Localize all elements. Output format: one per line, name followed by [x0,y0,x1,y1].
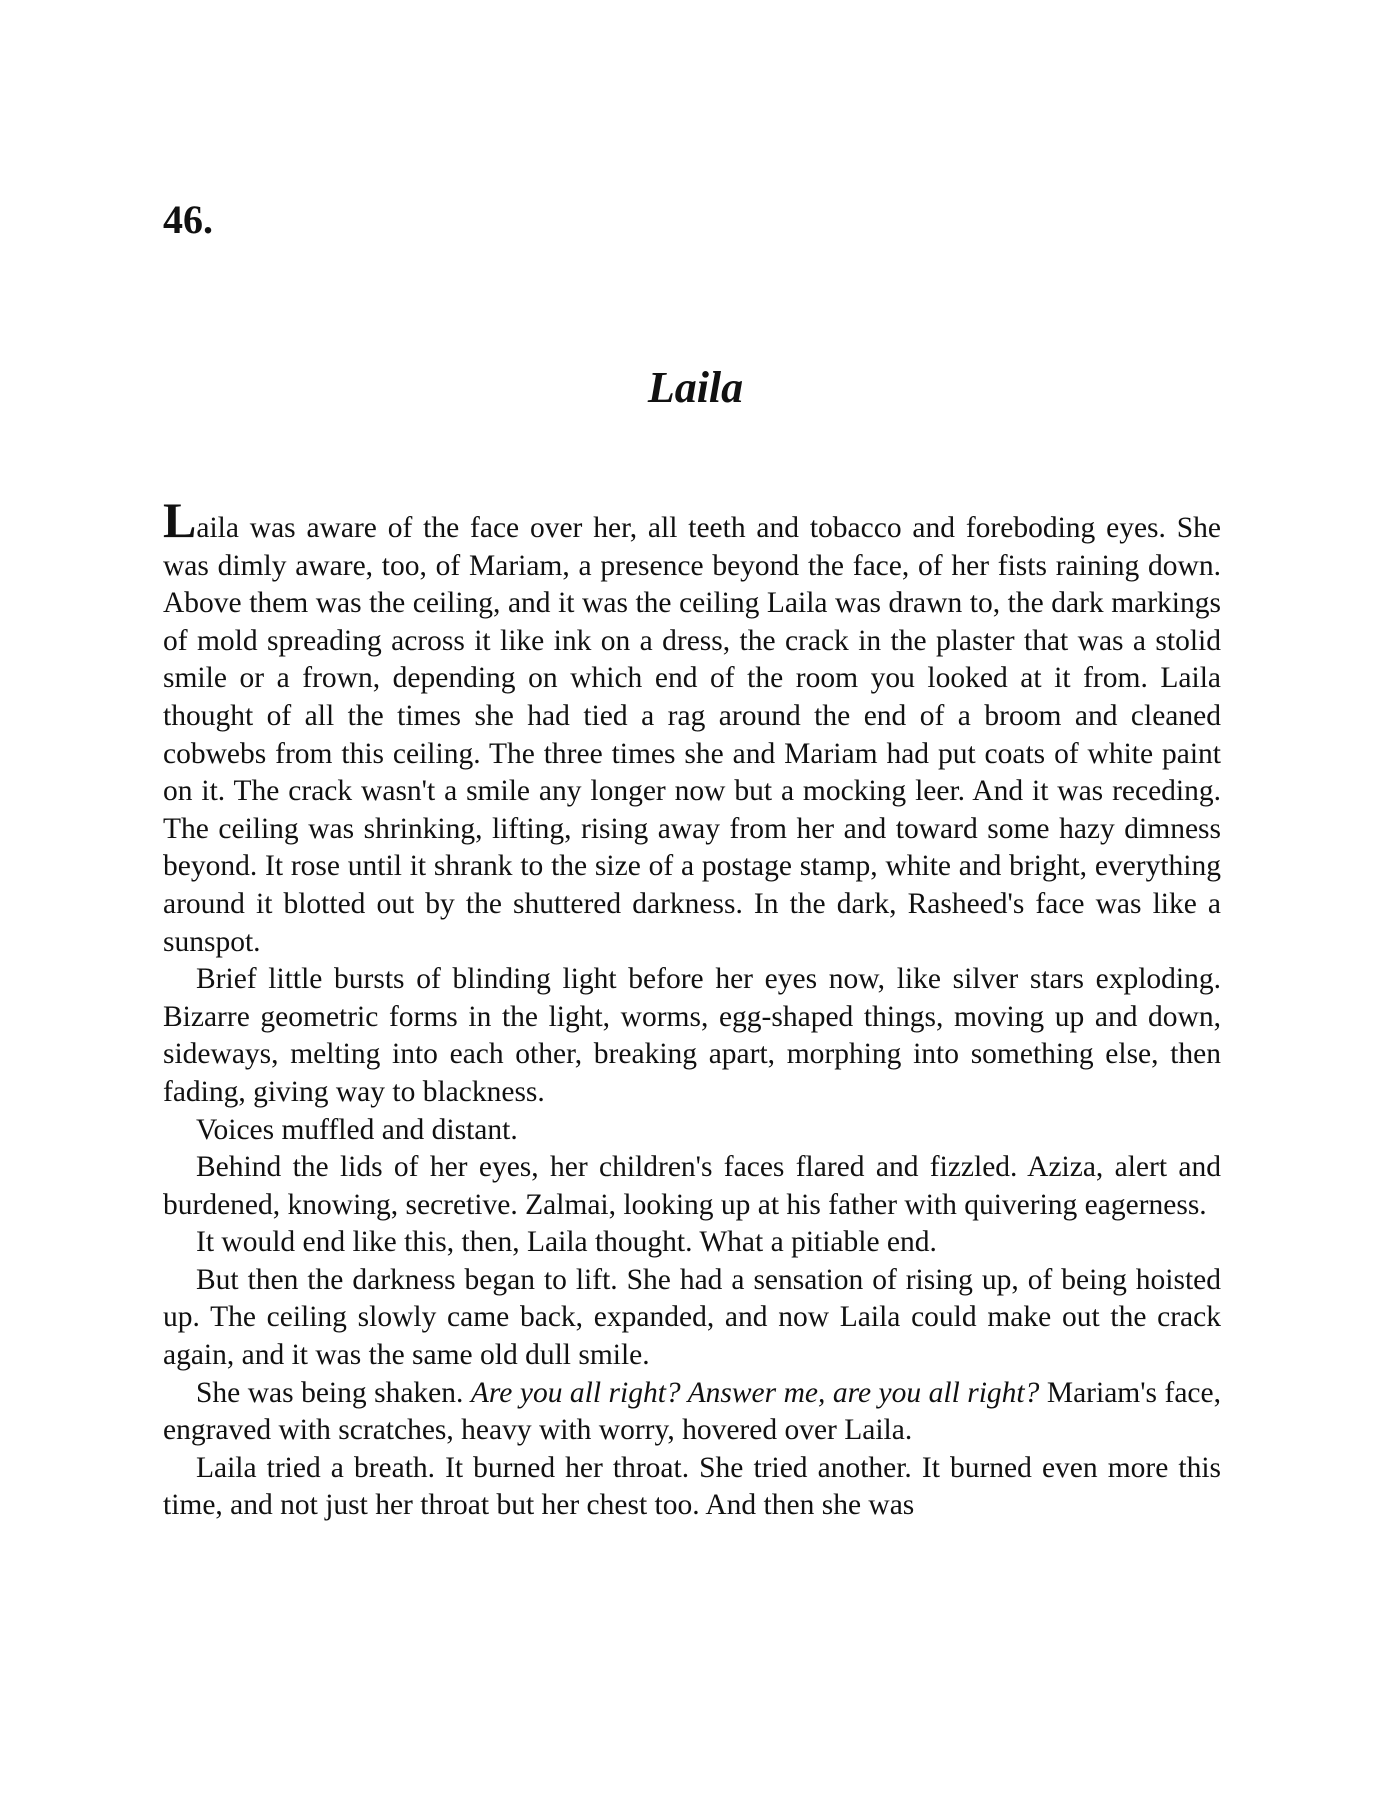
chapter-number: 46. [163,197,213,242]
drop-cap: L [163,492,197,548]
chapter-title: Laila [647,363,744,412]
paragraph-7 [163,1375,1221,1450]
paragraph-1-text: aila was aware of the face over her, all teeth and tobacco and foreboding eyes. She was dimly aware, too, of Mariam, a presence beyond the face, of her fists raining down. Above them was the ceiling, and it was the ceiling Laila was drawn to, the dark markings of mold spreading across it like ink on a dress, the crack in the plaster that was a stolid smile or a frown, depending on which end of the room you looked at it from. Laila thought of all the times she had tied a rag around the end of a broom and cleaned cobwebs from this ceiling. The three times she and Mariam had put coats of white paint on it. The crack wasn't a smile any longer now but a mocking leer. And it was receding. The ceiling was shrinking, lifting, rising away from her and toward some hazy dimness beyond. It rose until it shrank to the size of a postage stamp, white and bright, everything around it blotted out by the shuttered darkness. In the dark, Rasheed's face was like a sunspot. [163,512,1221,958]
paragraph-7-italic: Are you all right? Answer me, are you all right? [470,1376,1040,1409]
paragraph-6: But then the darkness began to lift. She had a sensation of rising up, of being hoisted up. The ceiling slowly came back, expanded, and now Laila could make out the crack again, and it was the same old dull smile. [163,1263,1221,1372]
paragraph-3: Voices muffled and distant. [196,1113,518,1146]
chapter-body [163,492,1221,1525]
paragraph-7-start: She was being shaken. [196,1376,471,1409]
paragraph-1 [163,492,1221,961]
paragraph-5: It would end like this, then, Laila thought. What a pitiable end. [196,1226,937,1259]
paragraph-2: Brief little bursts of blinding light before her eyes now, like silver stars exploding. Bizarre geometric forms in the light, worms, egg-shaped things, moving up and down, sideways, melting into each other, breaking apart, morphing into something else, then fading, giving way to blackness. [163,963,1221,1108]
paragraph-4: Behind the lids of her eyes, her children's faces flared and fizzled. Aziza, alert and burdened, knowing, secretive. Zalmai, looking up at his father with quivering eagerness. [163,1151,1221,1221]
paragraph-7-end: Mariam's face, engraved with scratches, heavy with worry, hovered over Laila. [163,1376,1221,1447]
paragraph-8: Laila tried a breath. It burned her throat. She tried another. It burned even more this time, and not just her throat but her chest too. And then she was [163,1451,1221,1522]
